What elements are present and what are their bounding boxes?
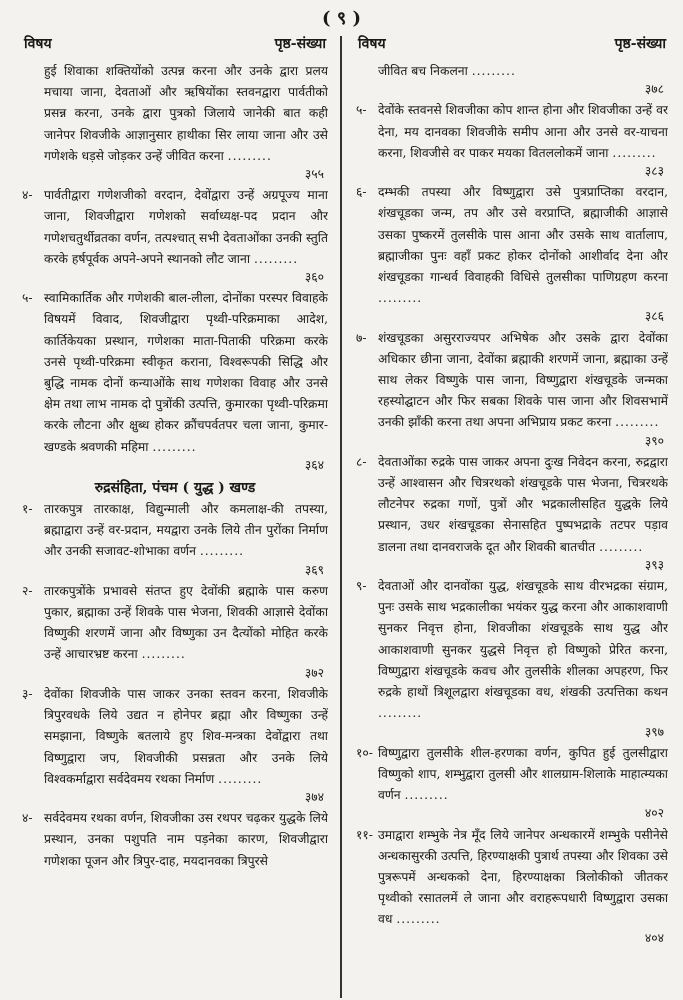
entry-number: १- [22,502,33,517]
entry-page: ३८३ [644,164,664,179]
subject-heading: विषय [358,36,386,52]
entry-number: ३- [22,686,33,701]
entry-page: ३९७ [644,724,664,739]
toc-entry: ५- स्वामिकार्तिक और गणेशकी बाल-लीला, दोनोंका परस्पर विवाहके विषयमें विवाद, शिवजीद्वारा पृथ्वी-परिक्रमाका आदेश, कार्तिकेयका प्रस्थान, गणेशका माता-पिताकी परिक्रमा करके उनसे पृथ्वी-परिक्रमा स्वीकृत कराना, विश्वरूपकी सिद्धि और बुद्धि नामक दोनों कन्याओंके साथ गणेशका विवाह और उनसे क्षेम तथा लाभ नामक दो पुत्रोंकी उत्पत्ति, कुमारका पृथ्वी-परिक्रमा करके लौटना और क्षुब्ध होकर क्रौंचपर्वतपर चला जाना, कुमार-खण्डके श्रवणकी महिमा ......... ३६४ [22,288,328,476]
entry-page: ३६० [304,270,324,285]
entry-text: तारकपुत्र तारकाक्ष, विद्युन्माली और कमलाक्ष-की तपस्या, ब्रह्माद्वारा उन्हें वर-प्रदान, मयद्वारा उनके लिये तीन पुरोंका निर्माण और उनकी सजावट-शोभाका वर्णन [44,502,328,559]
entry-text: देवताओं और दानवोंका युद्ध, शंखचूडके साथ वीरभद्रका संग्राम, पुनः उसके साथ भद्रकालीका भयंकर युद्ध करना और आकाशवाणी सुनकर निवृत्त होना, शिवजीका शंखचूडके साथ युद्ध और आकाशवाणी सुनकर युद्धसे निवृत्त हो विष्णुको प्रेरित करना, विष्णुद्वारा शंखचूडके कवच और तुलसीके शीलका अपहरण, फिर रुद्रके हाथों त्रिशूलद्वारा शंखचूडका वध, शंखकी उत्पत्तिका कथन [378,579,668,700]
entry-page: ३७८ [644,82,664,97]
entry-text: शंखचूडका असुरराज्यपर अभिषेक और उसके द्वारा देवोंका अधिकार छीना जाना, देवोंका ब्रह्माकी शरणमें जाना, ब्रह्माका उन्हें साथ लेकर विष्णुके पास जाना, विष्णुद्वारा शंखचूडके जन्मका रहस्योद्घाटन और फिर सबका शिवके पास जाना और शिवसभामें उनकी झाँकी करना तथा अपना अभिप्राय प्रकट करना [378,330,668,430]
toc-entry: १०- विष्णुद्वारा तुलसीके शील-हरणका वर्णन, कुपित हुई तुलसीद्वारा विष्णुको शाप, शम्भुद्वारा तुलसी और शालग्राम-शिलाके माहात्म्यका वर्णन ......... ४०२ [356,743,668,825]
entry-page: ३७४ [304,789,324,804]
entry-number [22,61,44,185]
entry-number: ८- [356,454,367,469]
entry-number: २- [22,583,33,598]
entry-text: पार्वतीद्वारा गणेशजीको वरदान, देवोंद्वारा उन्हें अग्रपूज्य माना जाना, शिवजीद्वारा गणेशको सर्वाध्यक्ष-पद प्रदान और गणेशचतुर्थीव्रतका वर्णन, तत्पश्चात् सभी देवताओंका उनकी स्तुति करके हर्षपूर्वक अपने-अपने स्थानको लौट जाना [44,188,328,266]
toc-entry: ५- देवोंके स्तवनसे शिवजीका कोप शान्त होना और शिवजीका उन्हें वर देना, मय दानवका शिवजीके समीप आना और उनसे वर-याचना करना, शिवजीसे वर पाकर मयका वितललोकमें जाना ......... ३८३ [356,100,668,182]
toc-entry: ९- देवताओं और दानवोंका युद्ध, शंखचूडके साथ वीरभद्रका संग्राम, पुनः उसके साथ भद्रकालीका भयंकर युद्ध करना और आकाशवाणी सुनकर निवृत्त होना, शिवजीका शंखचूडके साथ युद्ध और आकाशवाणी सुनकर युद्धसे निवृत्त हो विष्णुको प्रेरित करना, विष्णुद्वारा शंखचूडके कवच और तुलसीके शीलका अपहरण, फिर रुद्रके हाथों त्रिशूलद्वारा शंखचूडका वध, शंखकी उत्पत्तिका कथन ......... ३९७ [356,576,668,743]
entry-text: देवोंका शिवजीके पास जाकर उनका स्तवन करना, शिवजीके त्रिपुरवधके लिये उद्यत न होनेपर ब्रह्मा और विष्णुका उन्हें समझाना, विष्णुके बतलाये हुए शिव-मन्त्रका देवोंद्वारा तथा विष्णुद्वारा जप, शिवजीकी प्रसन्नता और उनके लिये विश्वकर्माद्वारा सर्वदेवमय रथका निर्माण [44,686,328,786]
entry-text: हुई शिवाका शक्तियोंको उत्पन्न करना और उनके द्वारा प्रलय मचाया जाना, देवताओं और ऋषियोंका स्तवनद्वारा पार्वतीको प्रसन्न करना, उनके द्वारा पुत्रको जिलाये जानेकी बात कही जानेपर शिवजीके आज्ञानुसार हाथीका सिर लाया जाना और उसे गणेशके धड़से जोड़कर उन्हें जीवित करना [44,64,328,163]
toc-entry: हुई शिवाका शक्तियोंको उत्पन्न करना और उनके द्वारा प्रलय मचाया जाना, देवताओं और ऋषियोंका स्तवनद्वारा पार्वतीको प्रसन्न करना, उनके द्वारा पुत्रको जिलाये जानेकी बात कही जानेपर शिवजीके आज्ञानुसार हाथीका सिर लाया जाना और उसे गणेशके धड़से जोड़कर उन्हें जीवित करना ......... ३५५ [22,61,328,185]
entry-number: ४- [22,188,33,203]
toc-entry: जीवित बच निकलना ......... ३७८ [356,61,668,100]
toc-entry: २- तारकपुत्रोंके प्रभावसे संतप्त हुए देवोंकी ब्रह्माके पास करुण पुकार, ब्रह्माका उन्हें शिवके पास भेजना, शिवकी आज्ञासे देवोंका विष्णुकी शरणमें जाना और विष्णुका उन दैत्योंको मोहित करके उन्हें आचारभ्रष्ट करना ......... ३७२ [22,581,328,684]
page-number: ( ९ ) [322,8,361,29]
column-divider [340,36,342,998]
entry-text: तारकपुत्रोंके प्रभावसे संतप्त हुए देवोंकी ब्रह्माके पास करुण पुकार, ब्रह्माका उन्हें शिवके पास भेजना, शिवकी आज्ञासे देवोंका विष्णुकी शरणमें जाना और विष्णुका उन दैत्योंको मोहित करके उन्हें आचारभ्रष्ट करना [44,583,328,662]
entry-text: सर्वदेवमय रथका वर्णन, शिवजीका उस रथपर चढ़कर युद्धके लिये प्रस्थान, उनका पशुपति नाम पड़नेका कारण, शिवजीद्वारा गणेशका पूजन और त्रिपुर-दाह, मयदानवका त्रिपुरसे [44,811,328,868]
entry-number: ९- [356,579,367,594]
entry-page: ३९३ [644,557,664,572]
entry-text: दम्भकी तपस्या और विष्णुद्वारा उसे पुत्रप्राप्तिका वरदान, शंखचूडका जन्म, तप और उसे वरप्राप्ति, ब्रह्माजीकी आज्ञासे उसका पुष्करमें तुलसीके पास आना और उसके साथ वार्तालाप, ब्रह्माजीका पुनः वहाँ प्रकट होकर दोनोंको आशीर्वाद देना और शंखचूडका गान्धर्व विवाहकी विधिसे तुलसीका पाणिग्रहण करना [378,185,668,285]
toc-entry: ३- देवोंका शिवजीके पास जाकर उनका स्तवन करना, शिवजीके त्रिपुरवधके लिये उद्यत न होनेपर ब्रह्मा और विष्णुका उन्हें समझाना, विष्णुके बतलाये हुए शिव-मन्त्रका देवोंद्वारा तथा विष्णुद्वारा जप, शिवजीकी प्रसन्नता और उनके लिये विश्वकर्माद्वारा सर्वदेवमय रथका निर्माण ......... ३७४ [22,684,328,808]
toc-entry: ७- शंखचूडका असुरराज्यपर अभिषेक और उसके द्वारा देवोंका अधिकार छीना जाना, देवोंका ब्रह्माकी शरणमें जाना, ब्रह्माका उन्हें साथ लेकर विष्णुके पास जाना, विष्णुद्वारा शंखचूडके जन्मका रहस्योद्घाटन और फिर सबका शिवके पास जाना और शिवसभामें उनकी झाँकी करना तथा अपना अभिप्राय प्रकट करना ......... ३९० [356,328,668,452]
entry-page: ३७२ [304,665,324,680]
entry-page: ३५५ [304,167,324,182]
entry-page: ३८६ [644,309,664,324]
entry-number: ११- [356,827,373,842]
left-column-header [22,34,328,53]
left-column [22,34,328,994]
right-column [356,34,668,994]
page-count-heading: पृष्ठ-संख्या [274,36,326,52]
toc-entry: ८- देवताओंका रुद्रके पास जाकर अपना दुःख निवेदन करना, रुद्रद्वारा उन्हें आश्वासन और चित्ररथको शंखचूडके पास भेजना, चित्ररथके लौटनेपर रुद्रका गणों, पुत्रों और भद्रकालीसहित युद्धके लिये प्रस्थान, उधर शंखचूडका सेनासहित पुष्पभद्राके तटपर पड़ाव डालना तथा दानवराजके दूत और शिवकी बातचीत ......... ३९३ [356,452,668,576]
toc-entry: ६- दम्भकी तपस्या और विष्णुद्वारा उसे पुत्रप्राप्तिका वरदान, शंखचूडका जन्म, तप और उसे वरप्राप्ति, ब्रह्माजीकी आज्ञासे उसका पुष्करमें तुलसीके पास आना और उसके साथ वार्तालाप, ब्रह्माजीका पुनः वहाँ प्रकट होकर दोनोंको आशीर्वाद देना और शंखचूडका गान्धर्व विवाहकी विधिसे तुलसीका पाणिग्रहण करना ......... ३८६ [356,182,668,327]
entry-number: ५- [22,291,33,306]
page-count-heading: पृष्ठ-संख्या [614,36,666,52]
entry-text: देवताओंका रुद्रके पास जाकर अपना दुःख निवेदन करना, रुद्रद्वारा उन्हें आश्वासन और चित्ररथको शंखचूडके पास भेजना, चित्ररथके लौटनेपर रुद्रका गणों, पुत्रों और भद्रकालीसहित युद्धके लिये प्रस्थान, उधर शंखचूडका सेनासहित पुष्पभद्राके तटपर पड़ाव डालना तथा दानवराजके दूत और शिवकी बातचीत [378,454,668,554]
entry-number: ४- [22,811,33,826]
entry-page: ३६४ [304,457,324,472]
entry-number [356,61,378,100]
toc-entry: ४- पार्वतीद्वारा गणेशजीको वरदान, देवोंद्वारा उन्हें अग्रपूज्य माना जाना, शिवजीद्वारा गणेशको सर्वाध्यक्ष-पद प्रदान और गणेशचतुर्थीव्रतका वर्णन, तत्पश्चात् सभी देवताओंका उनकी स्तुति करके हर्षपूर्वक अपने-अपने स्थानको लौट जाना ......... ३६० [22,185,328,288]
entry-text: विष्णुद्वारा तुलसीके शील-हरणका वर्णन, कुपित हुई तुलसीद्वारा विष्णुको शाप, शम्भुद्वारा तुलसी और शालग्राम-शिलाके माहात्म्यका वर्णन [378,745,668,803]
entry-text: स्वामिकार्तिक और गणेशकी बाल-लीला, दोनोंका परस्पर विवाहके विषयमें विवाद, शिवजीद्वारा पृथ्वी-परिक्रमाका आदेश, कार्तिकेयका प्रस्थान, गणेशका माता-पिताकी परिक्रमा करके उनसे पृथ्वी-परिक्रमा स्वीकृत कराना, विश्वरूपकी सिद्धि और बुद्धि नामक दोनों कन्याओंके साथ गणेशका विवाह और उनसे क्षेम तथा लाभ नामक दो पुत्रोंकी उत्पत्ति, कुमारका पृथ्वी-परिक्रमा करके लौटना और क्षुब्ध होकर क्रौंचपर्वतपर चला जाना, कुमार-खण्डके श्रवणकी महिमा [44,291,328,454]
entry-page: ४०४ [644,930,664,945]
entry-number: ५- [356,103,367,118]
entry-page: ३९० [644,433,664,448]
entry-number: ७- [356,330,367,345]
entry-text: देवोंके स्तवनसे शिवजीका कोप शान्त होना और शिवजीका उन्हें वर देना, मय दानवका शिवजीके समीप आना और उनसे वर-याचना करना, शिवजीसे वर पाकर मयका वितललोकमें जाना [378,103,668,160]
entry-page: ४०२ [644,806,664,821]
section-heading: रुद्रसंहिता, पंचम ( युद्ध ) खण्ड [94,480,256,497]
entry-page: ३६९ [304,562,324,577]
toc-entry: ११- उमाद्वारा शम्भुके नेत्र मूँद लिये जानेपर अन्धकारमें शम्भुके पसीनेसे अन्धकासुरकी उत्पत्ति, हिरण्याक्षकी पुत्रार्थ तपस्या और शिवका उसे पुत्ररूपमें अन्धकको देना, हिरण्याक्षका त्रिलोकीको जीतकर पृथ्वीको रसातलमें ले जाना और वराहरूपधारी विष्णुद्वारा उसका वध ......... ४०४ [356,825,668,949]
entry-number: ६- [356,185,367,200]
subject-heading: विषय [24,36,52,52]
toc-entry [22,808,328,872]
entry-number: १०- [356,745,373,760]
right-column-header [356,34,668,53]
entry-text: जीवित बच निकलना [378,64,468,78]
entry-text: उमाद्वारा शम्भुके नेत्र मूँद लिये जानेपर अन्धकारमें शम्भुके पसीनेसे अन्धकासुरकी उत्पत्ति, हिरण्याक्षकी पुत्रार्थ तपस्या और शिवका उसे पुत्ररूपमें अन्धकको देना, हिरण्याक्षका त्रिलोकीको जीतकर पृथ्वीको रसातलमें ले जाना और वराहरूपधारी विष्णुद्वारा उसका वध [378,827,668,927]
toc-entry: १- तारकपुत्र तारकाक्ष, विद्युन्माली और कमलाक्ष-की तपस्या, ब्रह्माद्वारा उन्हें वर-प्रदान, मयद्वारा उनके लिये तीन पुरोंका निर्माण और उनकी सजावट-शोभाका वर्णन ......... ३६९ [22,499,328,581]
